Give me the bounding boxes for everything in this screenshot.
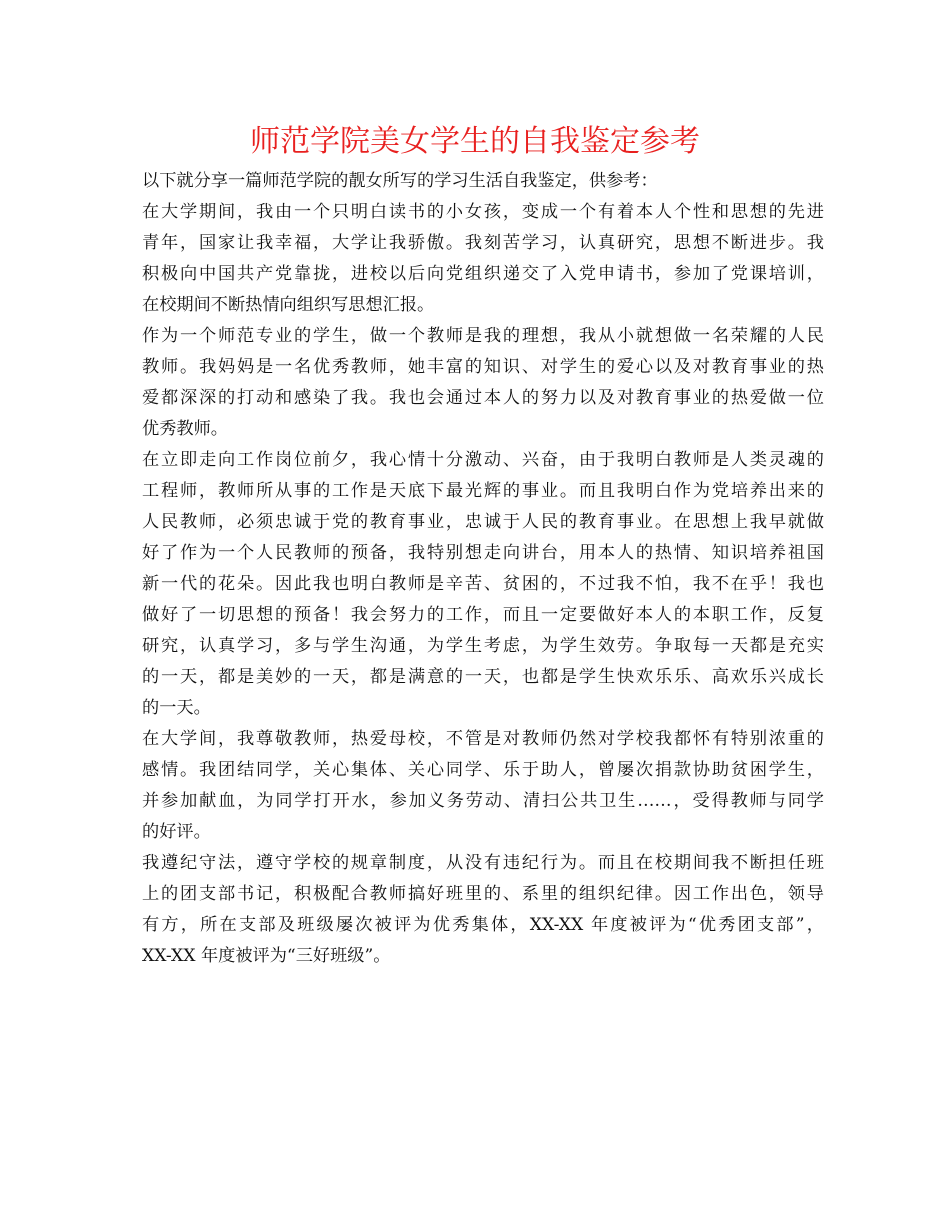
text-line: 研究，认真学习，多与学生沟通，为学生考虑，为学生效劳。争取每一天都是充实: [142, 636, 824, 656]
paragraph-5: [142, 848, 824, 972]
text-line: 的好评。: [142, 822, 211, 842]
text-line: 积极向中国共产党靠拢，进校以后向党组织递交了入党申请书，参加了党课培训，: [142, 264, 824, 284]
text-line: 的一天。: [142, 698, 211, 718]
text-line: 的一天，都是美妙的一天，都是满意的一天，也都是学生快欢乐乐、高欢乐兴成长: [142, 667, 824, 687]
text-line: 感情。我团结同学，关心集体、关心同学、乐于助人，曾屡次捐款协助贫困学生，: [142, 760, 824, 780]
text-line: 在大学期间，我由一个只明白读书的小女孩，变成一个有着本人个性和思想的先进: [142, 202, 824, 222]
text-line: 新一代的花朵。因此我也明白教师是辛苦、贫困的，不过我不怕，我不在乎！我也: [142, 574, 824, 594]
text-line: 有方，所在支部及班级屡次被评为优秀集体，XX-XX 年度被评为“优秀团支部”，: [142, 915, 824, 935]
text-line: 在大学间，我尊敬教师，热爱母校，不管是对教师仍然对学校我都怀有特别浓重的: [142, 729, 824, 749]
text-line: 优秀教师。: [142, 419, 228, 439]
paragraph-4: [142, 724, 824, 848]
text-line: 人民教师，必须忠诚于党的教育事业，忠诚于人民的教育事业。在思想上我早就做: [142, 512, 824, 532]
text-line: 作为一个师范专业的学生，做一个教师是我的理想，我从小就想做一名荣耀的人民: [142, 326, 824, 346]
text-line: 青年，国家让我幸福，大学让我骄傲。我刻苦学习，认真研究，思想不断进步。我: [142, 233, 824, 253]
text-line: 在立即走向工作岗位前夕，我心情十分激动、兴奋，由于我明白教师是人类灵魂的: [142, 450, 824, 470]
intro-line: 以下就分享一篇师范学院的靓女所写的学习生活自我鉴定，供参考：: [142, 171, 658, 191]
paragraph-1: [142, 197, 824, 321]
paragraph-2: [142, 321, 824, 445]
text-line: 上的团支部书记，积极配合教师搞好班里的、系里的组织纪律。因工作出色，领导: [142, 884, 824, 904]
text-line: 做好了一切思想的预备！我会努力的工作，而且一定要做好本人的本职工作，反复: [142, 605, 824, 625]
document-body: [142, 166, 824, 972]
text-line: 爱都深深的打动和感染了我。我也会通过本人的努力以及对教育事业的热爱做一位: [142, 388, 824, 408]
text-line: 在校期间不断热情向组织写思想汇报。: [142, 295, 435, 315]
document-title: 师范学院美女学生的自我鉴定参考: [250, 124, 700, 159]
text-line: 好了作为一个人民教师的预备，我特别想走向讲台，用本人的热情、知识培养祖国: [142, 543, 824, 563]
text-line: 教师。我妈妈是一名优秀教师，她丰富的知识、对学生的爱心以及对教育事业的热: [142, 357, 824, 377]
text-line: XX-XX 年度被评为“三好班级”。: [142, 946, 391, 966]
text-line: 并参加献血，为同学打开水，参加义务劳动、清扫公共卫生……，受得教师与同学: [142, 791, 824, 811]
text-line: 我遵纪守法，遵守学校的规章制度，从没有违纪行为。而且在校期间我不断担任班: [142, 853, 824, 873]
paragraph-3: [142, 445, 824, 724]
text-line: 工程师，教师所从事的工作是天底下最光辉的事业。而且我明白作为党培养出来的: [142, 481, 824, 501]
